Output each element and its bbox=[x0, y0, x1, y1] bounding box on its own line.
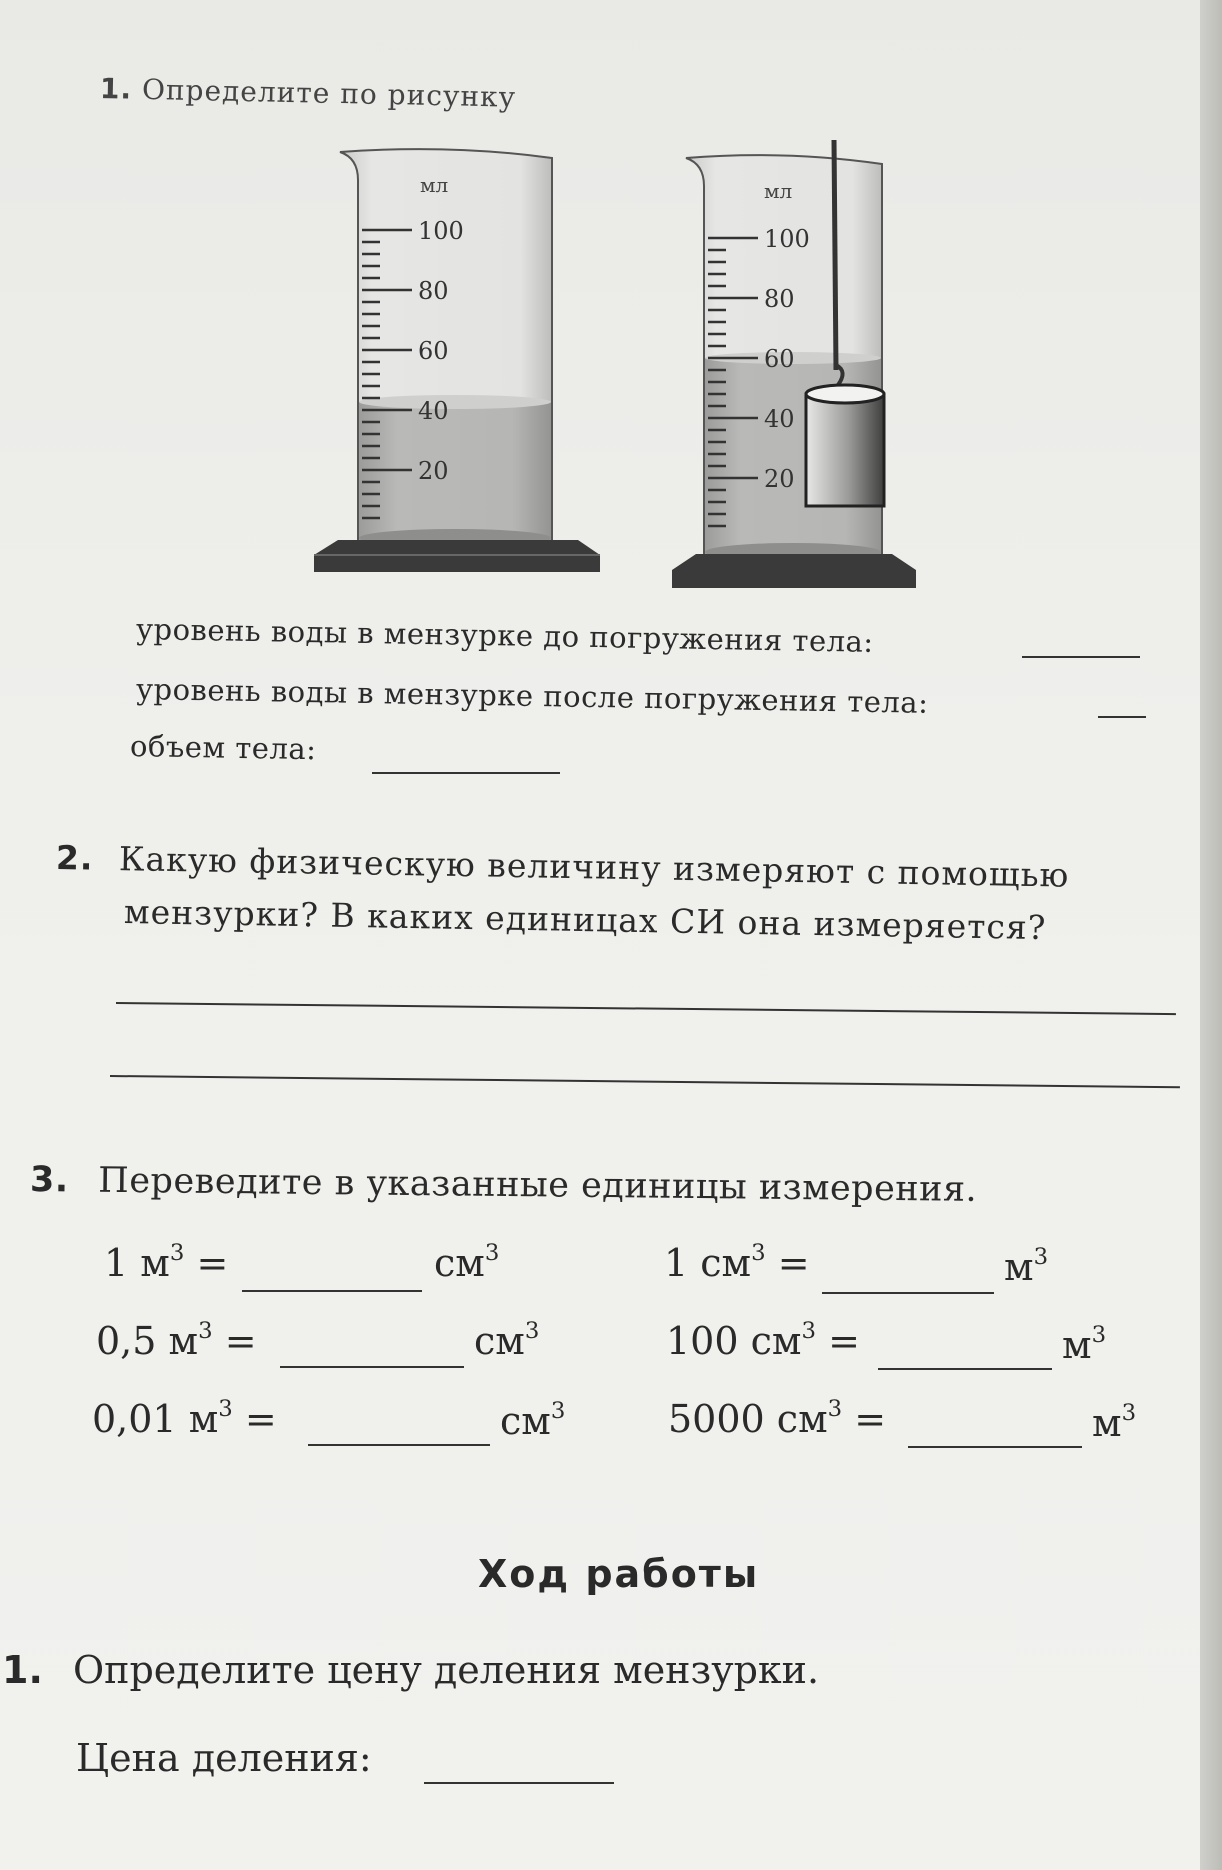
task2-text1: Какую физическую величину измеряют с помощью bbox=[118, 839, 1070, 895]
beaker1-scale-20: 20 bbox=[418, 457, 449, 485]
task2-number: 2. bbox=[55, 838, 94, 878]
answer-task2-line2[interactable] bbox=[110, 1075, 1180, 1088]
work-step-1 bbox=[2, 1648, 819, 1692]
work-step-number: 1. bbox=[2, 1648, 43, 1692]
conv-left-2: 0,5 $м^3$ = bbox=[96, 1318, 257, 1363]
answer-conv-right-1[interactable] bbox=[822, 1292, 994, 1294]
answer-level-after[interactable] bbox=[1098, 716, 1146, 718]
conv-left-1-unit: $см^3$ bbox=[434, 1240, 500, 1285]
price-label: Цена деления: bbox=[76, 1736, 372, 1780]
beaker1-scale-80: 80 bbox=[418, 277, 449, 305]
task1-line-before: уровень воды в мензурке до погружения тела: bbox=[135, 612, 874, 659]
beakers-figure bbox=[300, 140, 980, 600]
answer-conv-right-3[interactable] bbox=[908, 1446, 1082, 1448]
task1-number: 1. bbox=[99, 72, 133, 106]
answer-conv-left-3[interactable] bbox=[308, 1444, 490, 1446]
beaker2-unit: мл bbox=[764, 179, 793, 203]
beaker2-scale-60: 60 bbox=[764, 345, 795, 373]
work-step-text: Определите цену деления мензурки. bbox=[72, 1648, 820, 1692]
answer-division-price[interactable] bbox=[424, 1782, 614, 1784]
conv-right-3: 5000 $см^3$ = bbox=[668, 1396, 887, 1441]
beaker2-scale-20: 20 bbox=[764, 465, 795, 493]
beaker-before bbox=[314, 149, 600, 572]
beaker1-unit: мл bbox=[420, 173, 449, 197]
task3-title: Переведите в указанные единицы измерения. bbox=[98, 1160, 978, 1210]
conv-right-2-unit: $м^3$ bbox=[1062, 1322, 1107, 1367]
task1-heading bbox=[100, 72, 517, 114]
conv-left-3: 0,01 $м^3$ = bbox=[92, 1396, 277, 1441]
conv-right-1: 1 $см^3$ = bbox=[664, 1240, 810, 1285]
hanging-thread bbox=[834, 140, 836, 370]
task2-text2: мензурки? В каких единицах СИ она измеряется? bbox=[123, 892, 1047, 948]
beaker2-scale-100: 100 bbox=[764, 225, 810, 253]
beaker1-scale-60: 60 bbox=[418, 337, 449, 365]
conv-left-3-unit: $см^3$ bbox=[500, 1398, 566, 1443]
beaker-after bbox=[672, 140, 916, 588]
conv-right-1-unit: $м^3$ bbox=[1004, 1244, 1049, 1289]
beaker2-scale-80: 80 bbox=[764, 285, 795, 313]
answer-level-before[interactable] bbox=[1022, 656, 1140, 658]
submerged-body bbox=[806, 385, 884, 506]
conv-left-1: 1 $м^3$ = bbox=[104, 1240, 229, 1285]
conv-right-2: 100 $см^3$ = bbox=[666, 1318, 860, 1363]
conv-right-3-unit: $м^3$ bbox=[1092, 1400, 1137, 1445]
answer-body-volume[interactable] bbox=[372, 772, 560, 774]
beaker1-scale-40: 40 bbox=[418, 397, 449, 425]
task2-line1 bbox=[56, 838, 1070, 895]
task1-line-after: уровень воды в мензурке после погружения тела: bbox=[135, 672, 929, 720]
answer-conv-left-2[interactable] bbox=[280, 1366, 464, 1368]
answer-task2-line1[interactable] bbox=[116, 1002, 1176, 1015]
beaker2-scale-40: 40 bbox=[764, 405, 795, 433]
task1-title: Определите по рисунку bbox=[141, 72, 517, 114]
beaker1-scale-100: 100 bbox=[418, 217, 464, 245]
task3-number: 3. bbox=[29, 1160, 69, 1201]
conv-left-2-unit: $см^3$ bbox=[474, 1318, 540, 1363]
answer-conv-left-1[interactable] bbox=[242, 1290, 422, 1292]
task1-line-volume: объем тела: bbox=[129, 729, 317, 767]
task3-heading bbox=[30, 1160, 978, 1210]
page-edge bbox=[1200, 0, 1222, 1870]
answer-conv-right-2[interactable] bbox=[878, 1368, 1052, 1370]
work-heading: Ход работы bbox=[478, 1552, 760, 1596]
